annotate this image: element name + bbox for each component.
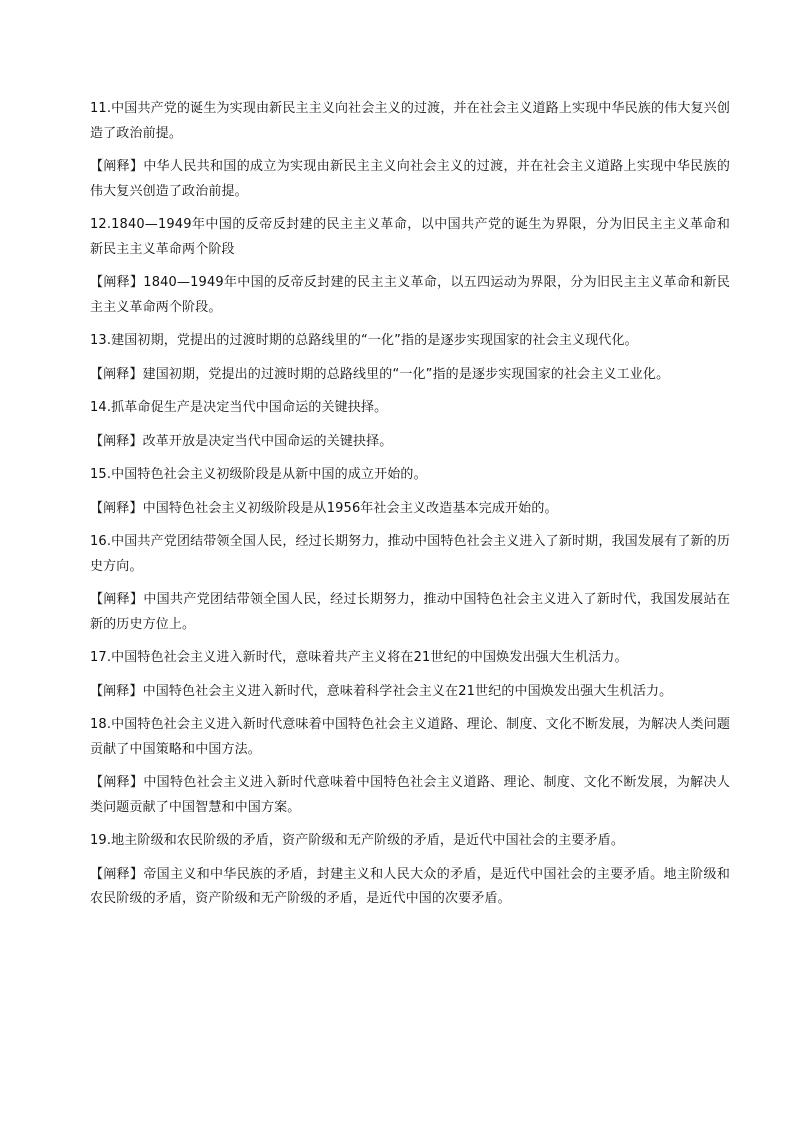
- explanation-17: 【阐释】中国特色社会主义进入新时代，意味着科学社会主义在21世纪的中国焕发出强大生机活力。: [90, 683, 673, 699]
- question-15: 15.中国特色社会主义初级阶段是从新中国的成立开始的。: [90, 467, 427, 482]
- question-19: 19.地主阶级和农民阶级的矛盾，资产阶级和无产阶级的矛盾，是近代中国社会的主要矛盾。: [90, 833, 624, 848]
- question-17: 17.中国特色社会主义进入新时代，意味着共产主义将在21世纪的中国焕发出强大生机活力。: [90, 650, 628, 665]
- explanation-11: 【阐释】中华人民共和国的成立为实现由新民主主义向社会主义的过渡，并在社会主义道路上实现中华民族的伟大复兴创造了政治前提。: [90, 159, 730, 199]
- explanation-16: 【阐释】中国共产党团结带领全国人民，经过长期努力，推动中国特色社会主义进入了新时代，我国发展站在新的历史方位上。: [90, 592, 730, 632]
- question-14: 14.抓革命促生产是决定当代中国命运的关键抉择。: [90, 400, 388, 415]
- question-11: 11.中国共产党的诞生为实现由新民主主义向社会主义的过渡，并在社会主义道路上实现中华民族的伟大复兴创造了政治前提。: [90, 101, 730, 141]
- explanation-12: 【阐释】1840—1949年中国的反帝反封建的民主主义革命，以五四运动为界限，分为旧民主主义革命和新民主主义革命两个阶段。: [90, 275, 730, 315]
- question-12: 12.1840—1949年中国的反帝反封建的民主主义革命，以中国共产党的诞生为界限，分为旧民主主义革命和新民主主义革命两个阶段: [90, 217, 730, 257]
- explanation-18: 【阐释】中国特色社会主义进入新时代意味着中国特色社会主义道路、理论、制度、文化不断发展，为解决人类问题贡献了中国智慧和中国方案。: [90, 775, 730, 815]
- explanation-15: 【阐释】中国特色社会主义初级阶段是从1956年社会主义改造基本完成开始的。: [90, 500, 558, 516]
- explanation-19: 【阐释】帝国主义和中华民族的矛盾，封建主义和人民大众的矛盾，是近代中国社会的主要矛盾。地主阶级和农民阶级的矛盾，资产阶级和无产阶级的矛盾，是近代中国的次要矛盾。: [90, 866, 730, 906]
- explanation-14: 【阐释】改革开放是决定当代中国命运的关键抉择。: [90, 433, 393, 449]
- question-16: 16.中国共产党团结带领全国人民，经过长期努力，推动中国特色社会主义进入了新时期，我国发展有了新的历史方向。: [90, 534, 730, 574]
- document-body: [90, 97, 730, 921]
- explanation-13: 【阐释】建国初期，党提出的过渡时期的总路线里的“一化”指的是逐步实现国家的社会主义工业化。: [90, 366, 670, 382]
- question-13: 13.建国初期，党提出的过渡时期的总路线里的“一化”指的是逐步实现国家的社会主义现代化。: [90, 333, 638, 348]
- question-18: 18.中国特色社会主义进入新时代意味着中国特色社会主义道路、理论、制度、文化不断发展，为解决人类问题贡献了中国策略和中国方法。: [90, 717, 730, 757]
